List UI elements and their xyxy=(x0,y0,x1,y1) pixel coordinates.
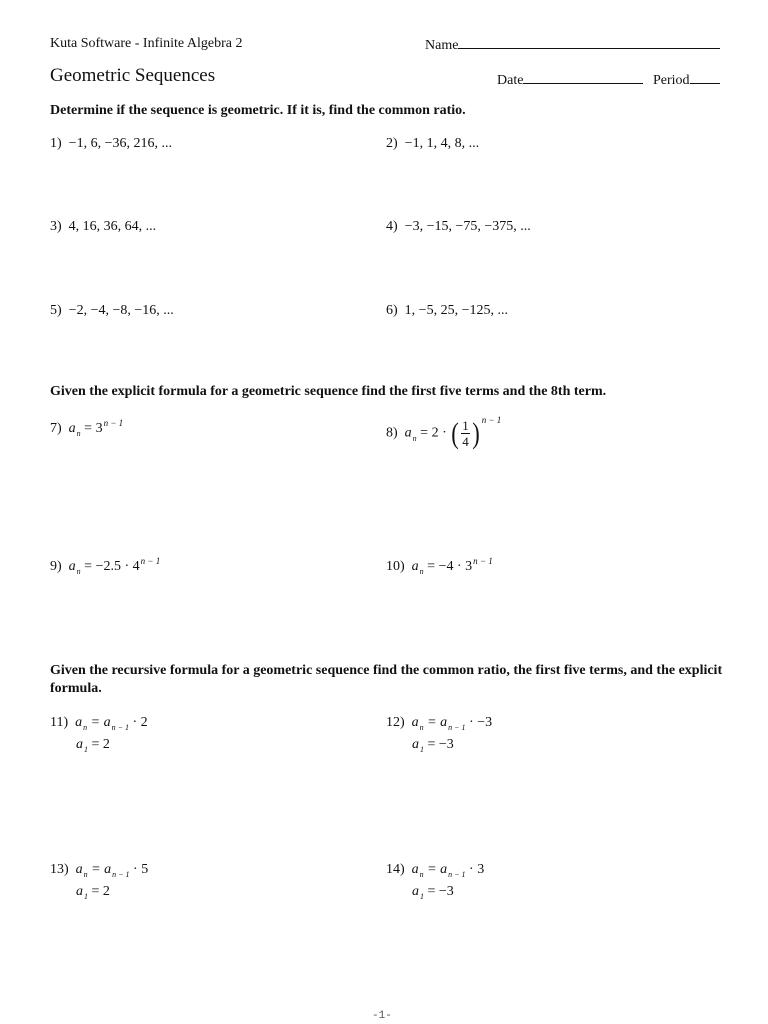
formula-prev-subscript: n − 1 xyxy=(448,870,466,879)
formula-ratio: · 2 xyxy=(132,715,148,730)
formula-rhs: = 3 xyxy=(84,421,103,436)
problem-3 xyxy=(50,219,156,235)
formula-variable: a xyxy=(76,884,83,899)
initial-term xyxy=(412,737,454,753)
problem-number: 8) xyxy=(386,425,398,441)
formula-subscript: 1 xyxy=(420,892,424,901)
problem-14 xyxy=(386,862,485,901)
formula-rhs: = −4 · 3 xyxy=(427,559,473,574)
problem-sequence: −1, 1, 4, 8, ... xyxy=(404,136,480,151)
formula-rhs: = −2.5 · 4 xyxy=(84,559,140,574)
problem-number: 9) xyxy=(50,559,62,574)
initial-value: = −3 xyxy=(427,737,454,752)
problem-number: 12) xyxy=(386,715,405,730)
formula-subscript: n xyxy=(83,723,88,732)
problem-number: 11) xyxy=(50,715,69,730)
problem-number: 1) xyxy=(50,136,62,151)
fraction-numerator: 1 xyxy=(462,418,469,433)
formula-variable: a xyxy=(411,559,419,574)
date-label: Date xyxy=(497,73,524,88)
formula-rhs-term: = a xyxy=(427,862,448,877)
formula-exponent: n − 1 xyxy=(140,556,161,566)
problem-number: 4) xyxy=(386,219,398,234)
name-label: Name xyxy=(425,38,459,53)
formula-subscript: n xyxy=(83,870,88,879)
formula-subscript: n xyxy=(419,723,424,732)
page-number: -1- xyxy=(372,1010,392,1022)
formula-variable: a xyxy=(76,737,83,752)
problem-number: 7) xyxy=(50,421,62,436)
problem-1 xyxy=(50,136,172,152)
formula-prev-subscript: n − 1 xyxy=(112,870,130,879)
problem-number: 10) xyxy=(386,559,405,574)
formula-variable: a xyxy=(68,559,76,574)
right-paren: ) xyxy=(471,416,480,450)
problem-12 xyxy=(386,715,493,754)
formula-subscript: 1 xyxy=(420,745,424,754)
formula-rhs-term: = a xyxy=(90,715,111,730)
formula-subscript: n xyxy=(76,567,81,576)
problem-6 xyxy=(386,303,508,319)
formula-variable: a xyxy=(68,421,76,436)
problem-number: 14) xyxy=(386,862,405,877)
date-field[interactable] xyxy=(497,71,643,89)
problem-number: 3) xyxy=(50,219,62,234)
formula-ratio: · 3 xyxy=(469,862,485,877)
formula-exponent: n − 1 xyxy=(103,418,124,428)
formula-ratio: · −3 xyxy=(469,715,493,730)
formula-variable: a xyxy=(75,715,83,730)
name-blank[interactable] xyxy=(458,36,720,49)
formula-variable: a xyxy=(411,862,419,877)
formula-variable: a xyxy=(412,884,419,899)
problem-sequence: −2, −4, −8, −16, ... xyxy=(68,303,174,318)
problem-13 xyxy=(50,862,149,901)
period-field[interactable] xyxy=(653,71,720,89)
formula-variable: a xyxy=(75,862,83,877)
section-instruction: Given the recursive formula for a geometric sequence find the common ratio, the first five terms, and the explicit formula. xyxy=(50,663,723,696)
page-title: Geometric Sequences xyxy=(50,65,216,86)
name-field[interactable] xyxy=(425,36,720,54)
initial-value: = −3 xyxy=(427,884,454,899)
initial-term xyxy=(76,884,110,900)
problem-8 xyxy=(386,414,502,450)
problem-7 xyxy=(50,418,124,438)
initial-term xyxy=(412,884,454,900)
formula-subscript: n xyxy=(419,567,424,576)
problem-number: 6) xyxy=(386,303,398,318)
formula-subscript: n xyxy=(76,429,81,438)
problem-sequence: 4, 16, 36, 64, ... xyxy=(68,219,157,234)
formula-prev-subscript: n − 1 xyxy=(448,723,466,732)
problem-2 xyxy=(386,136,479,152)
formula-variable: a xyxy=(411,715,419,730)
problem-number: 13) xyxy=(50,862,69,877)
problem-sequence: −1, 6, −36, 216, ... xyxy=(68,136,172,151)
initial-term xyxy=(76,737,110,753)
formula-rhs-term: = a xyxy=(427,715,448,730)
formula-subscript: 1 xyxy=(84,892,88,901)
formula-rhs: = 2 · xyxy=(420,425,447,441)
formula-variable: a xyxy=(412,737,419,752)
formula-rhs-term: = a xyxy=(91,862,112,877)
formula-subscript: n xyxy=(412,433,417,443)
problem-sequence: −3, −15, −75, −375, ... xyxy=(404,219,531,234)
section-instruction: Given the explicit formula for a geometric sequence find the first five terms and the 8th term. xyxy=(50,384,607,399)
problem-4 xyxy=(386,219,531,235)
problem-number: 5) xyxy=(50,303,62,318)
problem-10 xyxy=(386,556,493,576)
problem-number: 2) xyxy=(386,136,398,151)
formula-ratio: · 5 xyxy=(133,862,149,877)
problem-11 xyxy=(50,715,148,754)
problem-sequence: 1, −5, 25, −125, ... xyxy=(404,303,508,318)
formula-prev-subscript: n − 1 xyxy=(111,723,130,732)
formula-variable: a xyxy=(404,425,412,441)
date-blank[interactable] xyxy=(523,71,643,84)
left-paren: ( xyxy=(451,416,459,450)
fraction-denominator: 4 xyxy=(462,434,469,449)
section-instruction: Determine if the sequence is geometric. If it is, find the common ratio. xyxy=(50,103,466,118)
initial-value: = 2 xyxy=(91,884,110,899)
initial-value: = 2 xyxy=(91,737,110,752)
problem-5 xyxy=(50,303,174,319)
period-blank[interactable] xyxy=(690,71,720,84)
formula-exponent: n − 1 xyxy=(481,414,502,425)
formula-subscript: 1 xyxy=(84,745,88,754)
formula-subscript: n xyxy=(419,870,424,879)
formula-exponent: n − 1 xyxy=(473,556,493,566)
period-label: Period xyxy=(653,73,690,88)
problem-9 xyxy=(50,556,161,576)
fraction xyxy=(461,418,470,449)
publisher-line: Kuta Software - Infinite Algebra 2 xyxy=(50,36,243,51)
